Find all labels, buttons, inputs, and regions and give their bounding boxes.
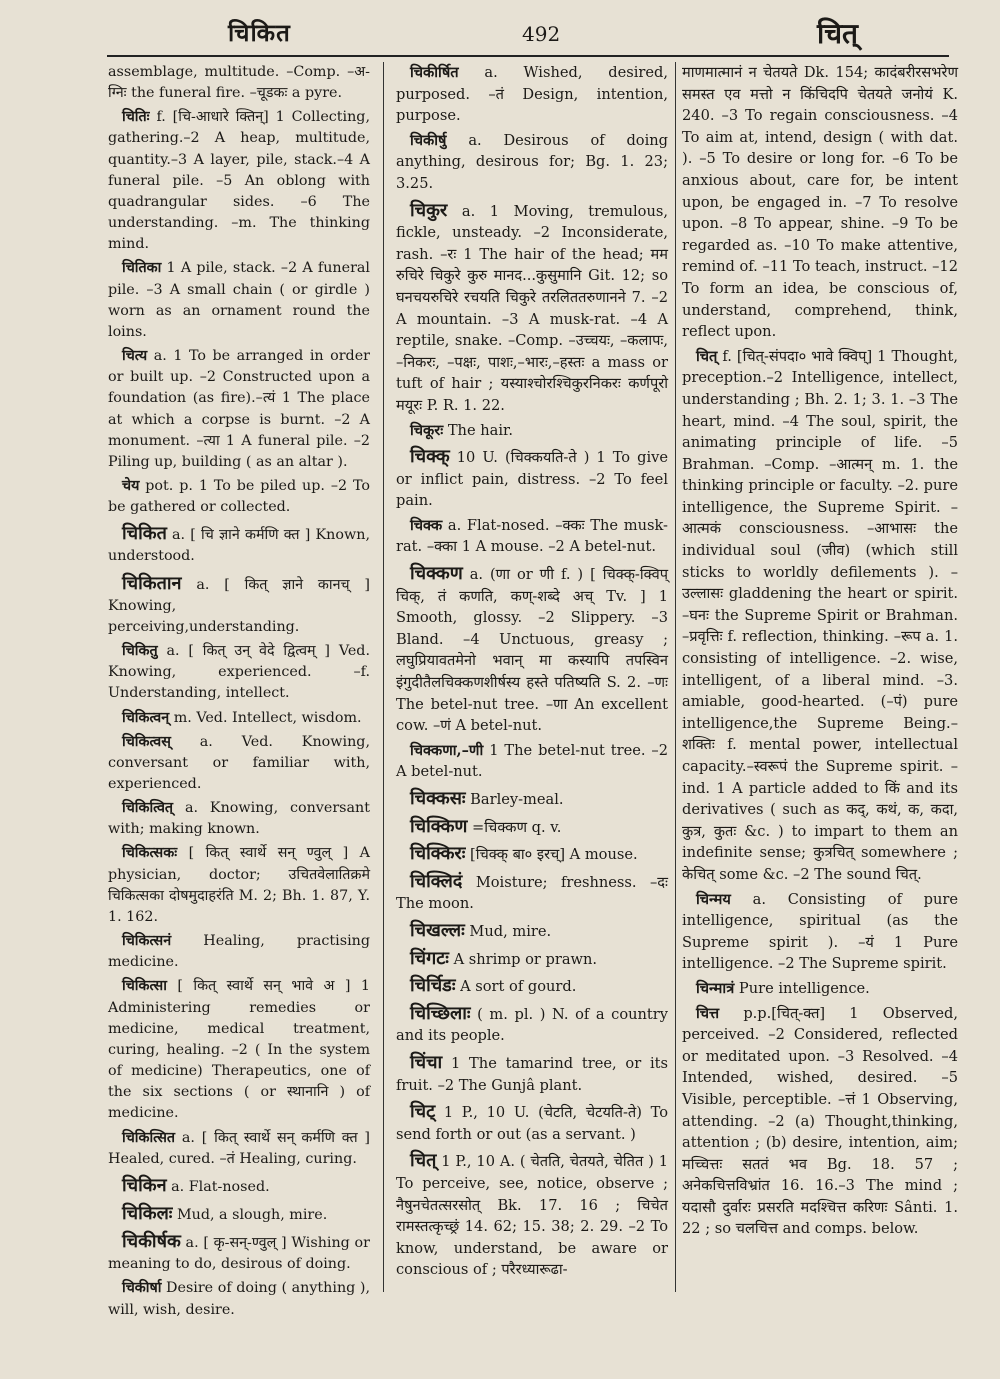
entry-text: m. Ved. Intellect, wisdom. xyxy=(173,709,362,726)
dictionary-entry xyxy=(396,975,668,998)
entry-text: [ कित् स्वार्थे सन् ण्वुल् ] A physician, doctor; उचितवेलातिक्रमे चिकित्सका दोषमुदाहरंति M. 2; Bh. 1. 87, Y. 1. 162. xyxy=(108,845,371,925)
dictionary-entry xyxy=(396,62,668,127)
entry-headword: चिक्लिदं xyxy=(410,870,463,892)
entry-text: 1 The tamarind tree, or its fruit. –2 The Gunjâ plant. xyxy=(396,1054,669,1094)
entry-text: माणमात्मानं न चेतयते Dk. 154; कादंबरीरसभरेण समस्त एव मत्तो न किंचिदपि चेतयते जनोयं K. 240. –3 To regain consciousness. –4 To aim at, intend, design ( with dat. ). –5 To desire or long for. –6 To be anxious about, care for, be intent upon, be engaged in. –7 To resolve upon. –8 To appear, shine. –9 To be regarded as. –10 To make attentive, remind of. –11 To teach, instruct. –12 To form an idea, be conscious of, understand, comprehend, think, reflect upon. xyxy=(682,64,959,341)
dictionary-entry xyxy=(108,1278,370,1320)
entry-headword: चिंगटः xyxy=(410,947,449,969)
entry-headword: चिकितान xyxy=(122,572,182,594)
entry-text: A sort of gourd. xyxy=(460,978,577,996)
dictionary-entry xyxy=(108,798,370,840)
entry-headword: चेय xyxy=(122,477,140,494)
dictionary-entry xyxy=(396,948,668,971)
entry-text: Moisture; freshness. –दः The moon. xyxy=(396,873,668,913)
column-divider-2 xyxy=(675,62,676,1292)
entry-headword: चिकित्सा xyxy=(122,978,167,995)
entry-headword: चित् xyxy=(410,1150,437,1172)
column-1 xyxy=(108,62,370,1324)
entry-headword: चिक्कणा,–णी xyxy=(410,741,484,759)
dictionary-entry xyxy=(682,1003,958,1241)
entry-headword: चित् xyxy=(696,347,718,365)
dictionary-entry xyxy=(108,931,370,973)
dictionary-entry xyxy=(396,200,668,417)
entry-headword: चिकित्वस् xyxy=(122,733,171,750)
dictionary-entry xyxy=(108,1203,370,1226)
entry-text: a. [ कित् ज्ञाने कानच् ] Knowing, perceiving,understanding. xyxy=(108,576,370,635)
dictionary-entry xyxy=(682,978,958,1000)
dictionary-entry xyxy=(108,641,370,704)
entry-headword: चितिका xyxy=(122,260,162,277)
dictionary-entry xyxy=(682,346,958,886)
dictionary-entry xyxy=(396,130,668,195)
entry-headword: चिकिन xyxy=(122,1174,167,1196)
entry-headword: चिक्कण xyxy=(410,563,463,585)
entry-text: a. [ चि ज्ञाने कर्मणि क्त ] Known, understood. xyxy=(108,527,370,565)
dictionary-entry xyxy=(396,563,668,737)
entry-headword: चिकिलः xyxy=(122,1202,173,1224)
left-running-headword: चिकित xyxy=(228,18,291,47)
entry-text: a. Wished, desired, purposed. –तं Design, intention, purpose. xyxy=(396,64,668,125)
column-2 xyxy=(396,62,668,1284)
dictionary-entry xyxy=(108,708,370,729)
entry-text: =चिक्कण q. v. xyxy=(472,818,562,836)
entry-text: f. [चि-आधारे क्तिन्] 1 Collecting, gathering.–2 A heap, multitude, quantity.–3 A layer, pile, stack.–4 A funeral pile. –5 An oblong with quadrangular sides. –6 The understanding. –m. The thinking mind. xyxy=(108,109,371,253)
entry-text: a. Flat-nosed. –क्कः The musk-rat. –क्का 1 A mouse. –2 A betel-nut. xyxy=(396,516,668,556)
dictionary-entry xyxy=(396,446,668,512)
entry-headword: चिकित्वित् xyxy=(122,800,174,817)
column-divider-1 xyxy=(383,62,384,1292)
dictionary-entry xyxy=(396,843,668,866)
entry-text: ( m. pl. ) N. of a country and its people. xyxy=(396,1005,668,1045)
entry-text: a. Flat-nosed. xyxy=(171,1178,270,1195)
dictionary-entry xyxy=(396,920,668,943)
entry-text: pot. p. 1 To be piled up. –2 To be gathered or collected. xyxy=(108,477,371,516)
entry-headword: चिक्कसः xyxy=(410,788,466,809)
entry-headword: चिक्क् xyxy=(410,446,450,468)
entry-headword: चिखल्लः xyxy=(410,919,465,941)
entry-text: Healing, practising medicine. xyxy=(108,933,371,971)
entry-text: 1 The betel-nut tree. –2 A betel-nut. xyxy=(396,741,669,781)
entry-text: [ कित् स्वार्थे सन् भावे अ ] 1 Administering remedies or medicine, medical treatment, curing, healing. –2 ( In the system of medicine) Therapeutics, one of the six sections ( or स्थानानि ) of medicine. xyxy=(108,978,370,1122)
entry-headword: चिकित्सनं xyxy=(122,933,172,950)
entry-text: a. Knowing, conversant with; making known. xyxy=(108,800,370,838)
entry-headword: चित्य xyxy=(122,348,148,365)
dictionary-entry xyxy=(396,1101,668,1145)
dictionary-entry xyxy=(108,476,370,518)
entry-headword: चित्त xyxy=(696,1004,720,1022)
dictionary-entry xyxy=(396,740,668,783)
entry-headword: चिकुर xyxy=(410,199,448,221)
dictionary-entry xyxy=(396,1150,668,1281)
entry-headword: चिकीर्षक xyxy=(122,1231,181,1253)
entry-headword: चिकित्वन् xyxy=(122,709,170,726)
entry-text: a. Desirous of doing anything, desirous for; Bg. 1. 23; 3.25. xyxy=(396,131,668,192)
dictionary-entry xyxy=(108,1175,370,1198)
dictionary-entry xyxy=(108,258,370,343)
entry-text: a. [ कित् स्वार्थे सन् कर्मणि क्त ] Healed, cured. –तं Healing, curing. xyxy=(108,1129,371,1167)
entry-text: a. Ved. Knowing, conversant or familiar with, experienced. xyxy=(108,733,370,792)
entry-text: f. [चित्-संपदा० भावे क्विप्] 1 Thought, preception.–2 Intelligence, intellect, understanding ; Bh. 2. 1; 3. 1. –3 The heart, mind. –4 The soul, spirit, the animating principle of life. –5 Brahman. –Comp. –आत्मन् m. 1. the thinking principle or faculty. –2. pure intelligence, the Supreme Spirit. –आत्मकं consciousness. –आभासः the individual soul (जीव) (which still sticks to worldly defilements ). –उल्लासः gladdening the heart or spirit. –घनः the Supreme Spirit or Brahman. –प्रवृत्तिः f. reflection, thinking. –रूप a. 1. consisting of intelligence. –2. wise, intelligent, of a liberal mind. –3. amiable, good-hearted. (–पं) pure intelligence,the Supreme Being.–शक्तिः f. mental power, intellectual capacity.–स्वरूपं the Supreme spirit. –ind. 1 A particle added to किं and its derivatives ( such as कद्, कथं, क, कदा, कुत्र, कुतः &c. ) to impart to them an indefinite sense; कुत्रचित् somewhere ; केचित् some &c. –2 The sound चित्. xyxy=(682,347,959,883)
entry-headword: चिट् xyxy=(410,1101,436,1123)
entry-text: Desire of doing ( anything ), will, wish, desire. xyxy=(108,1280,370,1318)
entry-headword: चिकीर्षा xyxy=(122,1280,162,1297)
dictionary-entry xyxy=(396,1052,668,1096)
dictionary-entry xyxy=(108,346,370,473)
entry-text: The hair. xyxy=(447,421,513,439)
dictionary-entry xyxy=(396,871,668,915)
entry-text: [चिक्क् बा० इरच्] A mouse. xyxy=(470,846,638,864)
entry-text: a. (णा or णी f. ) [ चिक्क्-क्विप् चिक्, तं कणति, कण्-शब्दे अच् Tv. ] 1 Smooth, glossy. –2 Slippery. –3 Bland. –4 Unctuous, greasy ; लघुप्रियावतमेनो भवान् मा कस्यापि तपस्विन इंगुदीतैलचिक्कणशीर्षस्य हस्ते पतिष्यति S. 2. –णः The betel-nut tree. –णा An excellent cow. –णं A betel-nut. xyxy=(396,566,668,735)
entry-headword: चिकित्सकः xyxy=(122,845,178,862)
dictionary-entry xyxy=(108,843,370,928)
entry-text: 10 U. (चिक्कयति-ते ) 1 To give or inflict pain, distress. –2 To feel pain. xyxy=(396,449,669,510)
entry-text: 1 A pile, stack. –2 A funeral pile. –3 A small chain ( or girdle ) worn as an ornament round the loins. xyxy=(108,260,371,340)
right-running-headword: चित् xyxy=(817,17,858,50)
dictionary-entry xyxy=(108,107,370,255)
entry-text: Pure intelligence. xyxy=(738,979,870,997)
entry-headword: चिच्छिलाः xyxy=(410,1002,471,1024)
entry-text: assemblage, multitude. –Comp. –अ- ग्निः the funeral fire. –चूडकः a pyre. xyxy=(108,64,370,102)
dictionary-entry xyxy=(108,62,370,104)
dictionary-entry xyxy=(396,788,668,811)
entry-headword: चिकूरः xyxy=(410,421,444,439)
entry-headword: चितिः xyxy=(122,109,150,126)
entry-text: Mud, mire. xyxy=(469,922,552,940)
dictionary-entry xyxy=(396,816,668,839)
entry-headword: चिक्किरः xyxy=(410,843,466,865)
entry-headword: चिकीर्षु xyxy=(410,131,447,149)
entry-text: a. [ कित् उन् वेदे द्वित्वम् ] Ved. Knowing, experienced. –f. Understanding, intellect. xyxy=(108,643,370,702)
dictionary-entry xyxy=(682,62,958,343)
page-header xyxy=(70,12,950,52)
entry-headword: चिकित xyxy=(122,523,167,545)
dictionary-entry xyxy=(108,1128,370,1170)
dictionary-entry xyxy=(108,1231,370,1275)
dictionary-entry xyxy=(108,573,370,638)
entry-headword: चिकित्सित xyxy=(122,1129,176,1146)
dictionary-entry xyxy=(396,1003,668,1047)
entry-text: a. 1 To be arranged in order or built up. –2 Constructed upon a foundation (as fire).–त्यं 1 The place at which a corpse is burnt. –2 A monument. –त्या 1 A funeral pile. –2 Piling up, building ( as an altar ). xyxy=(108,348,370,470)
entry-text: p.p.[चित्-क्त] 1 Observed, perceived. –2 Considered, reflected or meditated upon. –3 Resolved. –4 Intended, wished, desired. –5 Visible, perceptible. –त्तं 1 Observing, attending. –2 (a) Thought,thinking, attention ; (b) desire, intention, aim; मच्चित्तः सततं भव Bg. 18. 57 ; अनेकचित्तविभ्रांत 16. 16.–3 The mind ; यदासौ दुर्वारः प्रसरति मदश्चित्त करिणः Sânti. 1. 22 ; so चलचित्त and comps. below. xyxy=(682,1004,958,1238)
entry-headword: चिंचा xyxy=(410,1051,443,1073)
entry-headword: चिन्मात्रं xyxy=(696,979,735,997)
entry-text: a. 1 Moving, tremulous, fickle, unsteady. –2 Inconsiderate, rash. –रः 1 The hair of the head; मम रुचिरे चिकुरे कुरु मानद...कुसुमानि Git. 12; so घनचयरुचिरे रचयति चिकुरे तरलिततरुणानने 7. –2 A mountain. –3 A musk-rat. –4 A reptile, snake. –Comp. –उच्चयः, –कलापः, –निकरः, –पक्षः, पाशः,–भारः,–हस्तः a mass or tuft of hair ; यस्याश्चोरश्चिकुरनिकरः कर्णपूरो मयूरः P. R. 1. 22. xyxy=(396,202,668,414)
page-number: 492 xyxy=(522,22,561,46)
dictionary-entry xyxy=(108,976,370,1124)
header-rule xyxy=(107,55,949,57)
column-3 xyxy=(682,62,958,1243)
entry-headword: चिर्चिडः xyxy=(410,975,456,997)
entry-headword: चिक्क xyxy=(410,516,443,534)
entry-headword: चिकीर्षित xyxy=(410,64,459,81)
entry-headword: चिन्मय xyxy=(696,890,731,908)
entry-text: 1 P., 10 U. (चेटति, चेटयति-ते) To send forth or out (as a servant. ) xyxy=(396,1104,668,1143)
entry-headword: चिकितु xyxy=(122,643,158,660)
entry-text: A shrimp or prawn. xyxy=(453,950,598,968)
entry-text: a. Consisting of pure intelligence, spiritual (as the Supreme spirit ). –यं 1 Pure intelligence. –2 The Supreme spirit. xyxy=(682,890,959,973)
dictionary-entry xyxy=(108,732,370,795)
entry-text: Mud, a slough, mire. xyxy=(176,1206,328,1223)
dictionary-entry xyxy=(396,420,668,442)
entry-text: Barley-meal. xyxy=(470,791,564,808)
entry-headword: चिक्किण xyxy=(410,815,468,837)
dictionary-entry xyxy=(108,523,370,567)
dictionary-entry xyxy=(396,515,668,558)
entry-text: a. [ कृ-सन्-ण्वुल् ] Wishing or meaning to do, desirous of doing. xyxy=(108,1235,371,1273)
entry-text: 1 P., 10 A. ( चेतति, चेतयते, चेतित ) 1 To perceive, see, notice, observe ; नैषुनचेतत्सरसोत् Bk. 17. 16 ; चिचेत रामस्तत्कृच्छ्रं 14. 62; 15. 38; 2. 29. –2 To know, understand, be aware or conscious of ; परैरध्यारूढा- xyxy=(396,1153,669,1279)
dictionary-entry xyxy=(682,889,958,975)
